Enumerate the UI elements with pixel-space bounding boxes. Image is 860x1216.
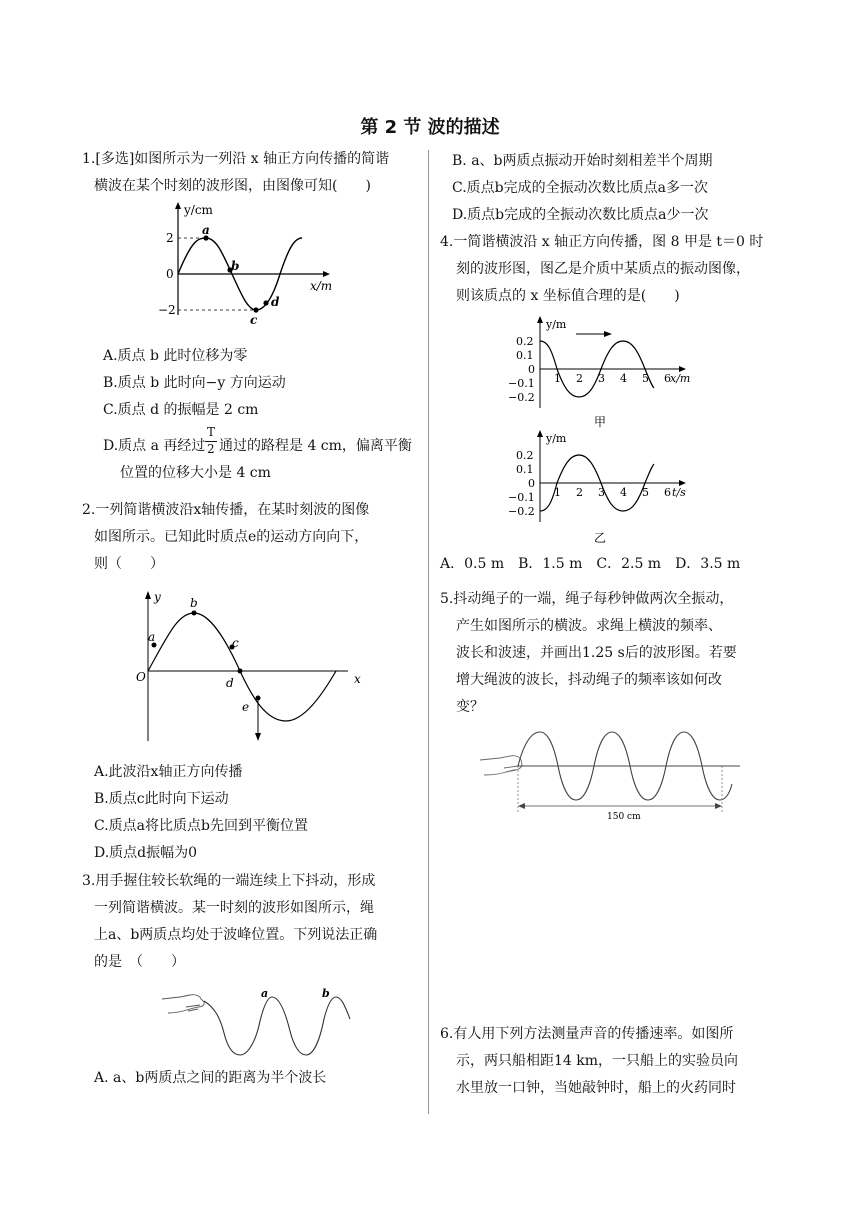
- q2-point-d: d: [226, 676, 234, 690]
- q5-length-label: 150 cm: [607, 812, 641, 822]
- q5-stem-line1: 5.抖动绳子的一端，绳子每秒钟做两次全振动，: [440, 591, 734, 607]
- q4-yi-x-label: t/s: [672, 486, 686, 499]
- q4-yi-y-tick: −0.1: [508, 491, 535, 504]
- q4-yi-x-tick: 5: [642, 486, 649, 499]
- q4-yi-y-tick: 0: [528, 477, 535, 490]
- q4-jia-x-tick: 2: [576, 372, 583, 385]
- q4-jia-y-tick: −0.2: [508, 391, 535, 404]
- q4-yi-x-tick: 2: [576, 486, 583, 499]
- q4-jia-x-tick: 5: [642, 372, 649, 385]
- page-title: 第 2 节 波的描述: [360, 117, 500, 138]
- q1-option-d-fraction-den: 2: [207, 442, 215, 456]
- q4-jia-x-tick: 6: [664, 372, 671, 385]
- q1-point-a: a: [202, 223, 210, 237]
- q1-option-d-pre: D.质点 a 再经过: [103, 438, 206, 454]
- q3-stem-line2: 一列简谐横波。某一时刻的波形如图所示，绳: [94, 900, 374, 916]
- q5-stem-line5: 变？: [456, 699, 484, 715]
- q6-stem-line2: 示，两只船相距14 km，一只船上的实验员向: [456, 1053, 739, 1069]
- q4-jia-x-label: x/m: [670, 372, 691, 385]
- q4-jia-y-tick: 0.1: [516, 349, 534, 362]
- q1-option-d-fraction-num: T: [207, 425, 216, 439]
- q4-jia-x-ticks: [554, 372, 671, 385]
- q1-option-b: B.质点 b 此时向−y 方向运动: [103, 375, 286, 391]
- q1-tick-0: 0: [166, 267, 174, 281]
- q5-stem-line2: 产生如图所示的横波。求绳上横波的频率、: [456, 618, 722, 634]
- q6-stem-line3: 水里放一口钟，当她敲钟时，船上的火药同时: [456, 1080, 736, 1096]
- q3-option-d: D.质点b完成的全振动次数比质点a少一次: [452, 207, 709, 223]
- q4-jia-y-ticks: [508, 335, 535, 404]
- q4-yi-y-tick: 0.1: [516, 463, 534, 476]
- q1-stem-line2: 横波在某个时刻的波形图，由图像可知( ): [94, 178, 371, 194]
- q3-point-b: b: [322, 987, 330, 1000]
- q4-yi-x-ticks: [554, 486, 671, 499]
- q1-waveform-figure: [150, 200, 340, 335]
- q5-stem-line4: 增大绳波的波长，抖动绳子的频率该如何改: [456, 672, 722, 688]
- q5-stem-line3: 波长和波速，并画出1.25 s后的波形图。若要: [456, 645, 737, 661]
- q3-stem-line3: 上a、b两质点均处于波峰位置。下列说法正确: [94, 927, 378, 943]
- q3-point-a: a: [261, 987, 269, 1000]
- hand-icon: [480, 756, 522, 775]
- q1-x-axis-label: x/m: [310, 279, 333, 293]
- q4-yi-y-ticks: [508, 449, 535, 518]
- q4-jia-x-tick: 3: [598, 372, 605, 385]
- q4-jia-caption: 甲: [594, 415, 607, 429]
- hand-icon: [162, 995, 204, 1013]
- q4-stem-line1: 4.一简谐横波沿 x 轴正方向传播，图 8 甲是 t＝0 时: [440, 234, 764, 250]
- q2-waveform-figure: [128, 585, 368, 745]
- q2-stem-line3: 则（ ）: [94, 556, 164, 572]
- q2-option-b: B.质点c此时向下运动: [94, 791, 229, 807]
- q4-jia-y-tick: 0: [528, 363, 535, 376]
- q2-point-b: b: [190, 596, 198, 610]
- q4-yi-x-tick: 1: [554, 486, 561, 499]
- q2-option-d: D.质点d振幅为0: [94, 845, 198, 861]
- q1-option-a: A.质点 b 此时位移为零: [103, 348, 248, 364]
- q1-point-b: b: [231, 259, 240, 273]
- q2-stem-line2: 如图所示。已知此时质点e的运动方向向下，: [94, 529, 369, 545]
- q2-point-e: e: [242, 700, 250, 714]
- q4-yi-x-tick: 6: [664, 486, 671, 499]
- q4-jia-x-tick: 1: [554, 372, 561, 385]
- q3-option-a: A. a、b两质点之间的距离为半个波长: [94, 1070, 327, 1086]
- q2-point-c: c: [232, 636, 239, 650]
- q4-yi-y-label: y/m: [546, 432, 567, 445]
- q2-x-axis-label: x: [354, 672, 361, 686]
- q4-stem-line3: 则该质点的 x 坐标值合理的是( ): [456, 288, 680, 304]
- q1-tick-minus-2: −2: [158, 303, 176, 317]
- q1-option-d-post: 通过的路程是 4 cm，偏离平衡: [219, 438, 412, 454]
- q2-y-axis-label: y: [154, 590, 161, 604]
- column-divider: [428, 150, 429, 1114]
- q3-option-c: C.质点b完成的全振动次数比质点a多一次: [452, 180, 708, 196]
- q4-jia-y-tick: 0.2: [516, 335, 534, 348]
- q3-stem-line1: 3.用手握住较长软绳的一端连续上下抖动，形成: [82, 873, 376, 889]
- q2-option-a: A.此波沿x轴正方向传播: [94, 764, 243, 780]
- q4-jia-x-tick: 4: [620, 372, 627, 385]
- q4-yi-y-tick: 0.2: [516, 449, 534, 462]
- q4-yi-y-tick: −0.2: [508, 505, 535, 518]
- q5-rope-wave-figure: [478, 728, 743, 824]
- q2-stem-line1: 2.一列简谐横波沿x轴传播，在某时刻波的图像: [82, 502, 370, 518]
- q6-stem-line1: 6.有人用下列方法测量声音的传播速率。如图所: [440, 1026, 734, 1042]
- q2-origin-label: O: [136, 670, 146, 684]
- q3-rope-wave-figure: [160, 985, 355, 1060]
- q2-point-a: a: [148, 630, 156, 644]
- q2-option-c: C.质点a将比质点b先回到平衡位置: [94, 818, 308, 834]
- q3-stem-line4: 的是 （ ）: [94, 954, 185, 970]
- q1-y-axis-label: y/cm: [184, 203, 213, 217]
- q4-stem-line2: 刻的波形图，图乙是介质中某质点的振动图像，: [456, 261, 750, 277]
- q4-wave-graph-jia: [506, 316, 706, 432]
- q4-yi-x-tick: 4: [620, 486, 627, 499]
- q1-option-c: C.质点 d 的振幅是 2 cm: [103, 402, 259, 418]
- q1-point-c: c: [250, 313, 258, 327]
- q4-yi-x-tick: 3: [598, 486, 605, 499]
- q4-options: A．0.5 m B．1.5 m C．2.5 m D．3.5 m: [440, 556, 741, 572]
- q1-option-d-line2: 位置的位移大小是 4 cm: [120, 465, 271, 481]
- q4-yi-caption: 乙: [594, 531, 607, 545]
- q1-stem-line1: 1.[多选]如图所示为一列沿 x 轴正方向传播的简谐: [82, 151, 390, 167]
- q1-point-d: d: [271, 295, 280, 309]
- q4-jia-y-label: y/m: [546, 318, 567, 331]
- q3-option-b: B. a、b两质点振动开始时刻相差半个周期: [452, 153, 713, 169]
- q4-vibration-graph-yi: [506, 430, 706, 548]
- q1-tick-2: 2: [166, 231, 174, 245]
- q4-jia-y-tick: −0.1: [508, 377, 535, 390]
